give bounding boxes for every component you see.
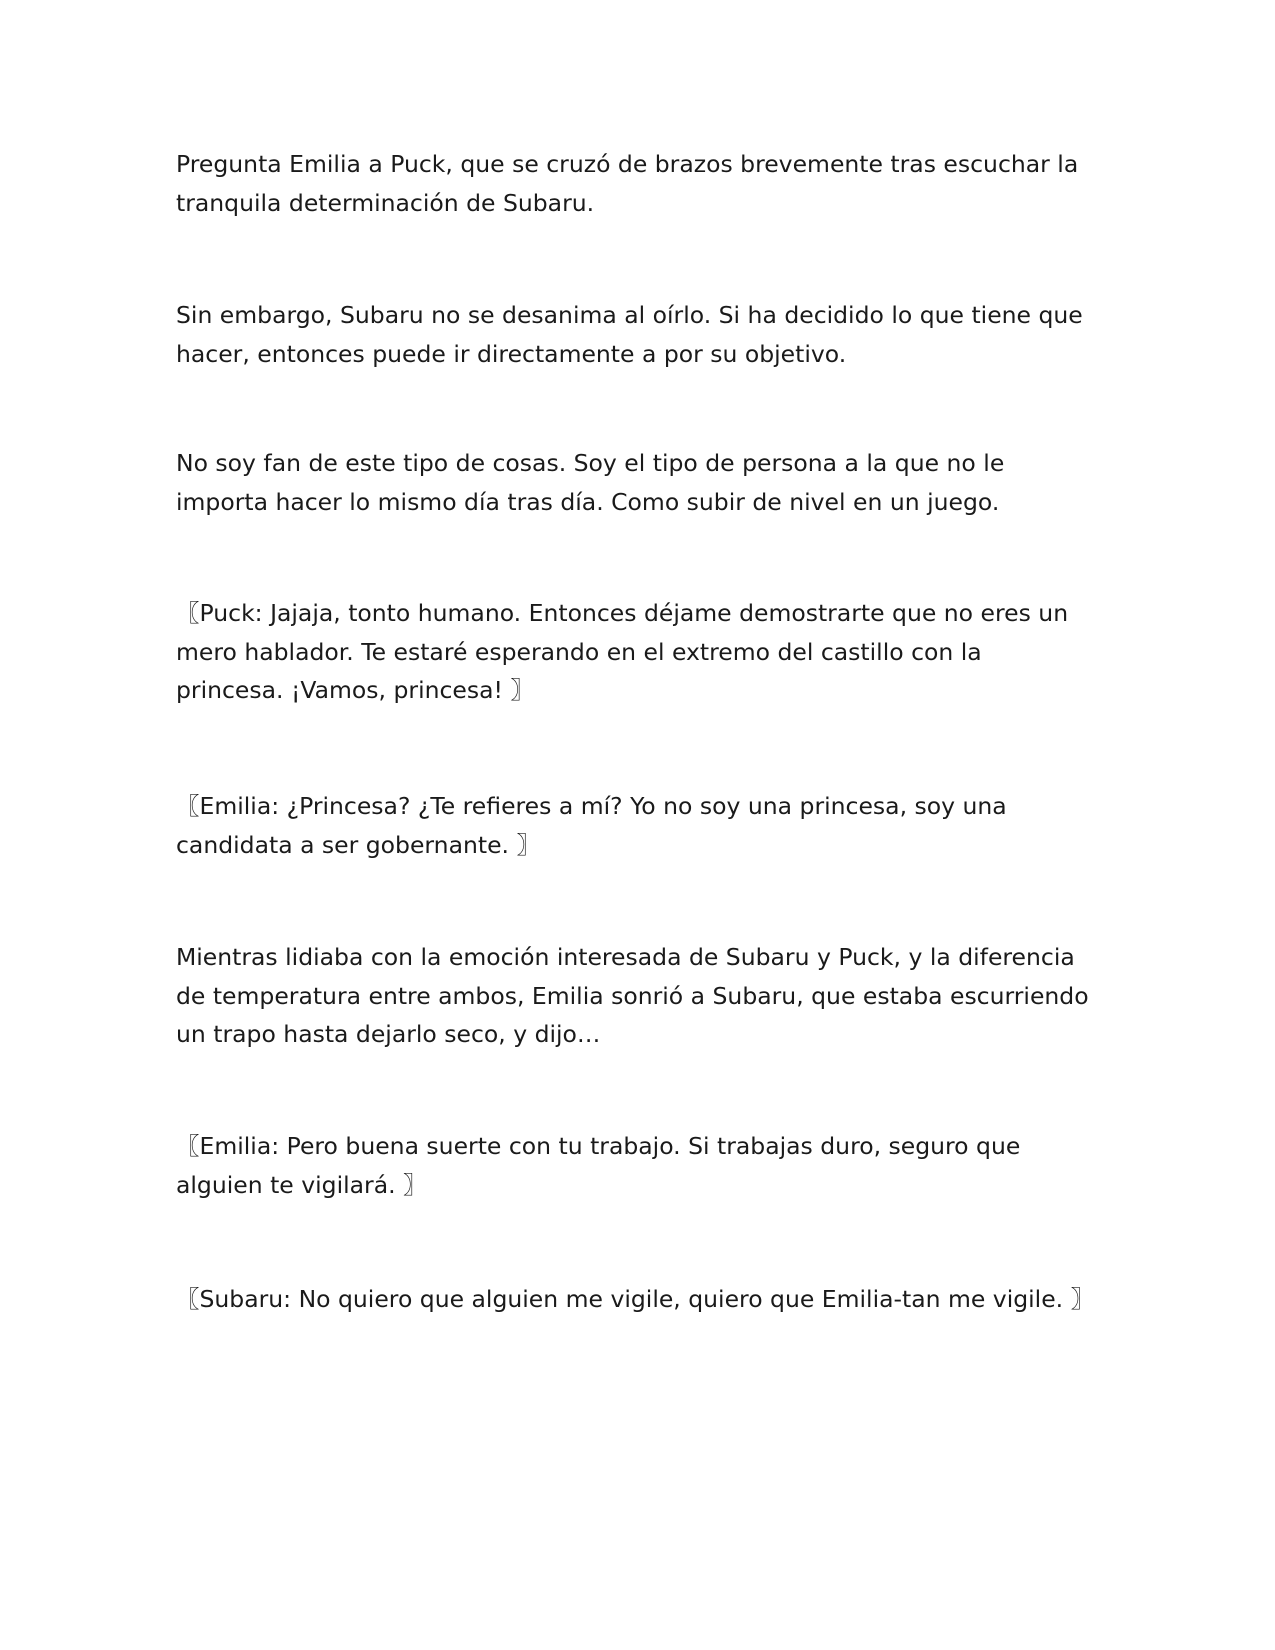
paragraph-3: No soy fan de este tipo de cosas. Soy el tipo de persona a la que no le importa hacer lo mismo día tras día. Como subir de nivel en un juego. bbox=[176, 449, 1005, 516]
dialogue-emilia-1: 〖Emilia: ¿Princesa? ¿Te refieres a mí? Yo no soy una princesa, soy una candidata a ser gobernante. 〗 bbox=[176, 792, 1007, 859]
paragraph-narration: Mientras lidiaba con la emoción interesada de Subaru y Puck, y la diferencia de temperatura entre ambos, Emilia sonrió a Subaru, que estaba escurriendo un trapo hasta dejarlo seco, y dijo… bbox=[176, 943, 1089, 1048]
paragraph-2: Sin embargo, Subaru no se desanima al oírlo. Si ha decidido lo que tiene que hacer, entonces puede ir directamente a por su objetivo. bbox=[176, 301, 1083, 368]
paragraph-1: Pregunta Emilia a Puck, que se cruzó de brazos brevemente tras escuchar la tranquila determinación de Subaru. bbox=[176, 150, 1079, 217]
dialogue-emilia-2: 〖Emilia: Pero buena suerte con tu trabajo. Si trabajas duro, seguro que alguien te vigilará. 〗 bbox=[176, 1132, 1021, 1199]
dialogue-subaru: 〖Subaru: No quiero que alguien me vigile, quiero que Emilia-tan me vigile. 〗 bbox=[176, 1285, 1095, 1313]
dialogue-puck: 〖Puck: Jajaja, tonto humano. Entonces déjame demostrarte que no eres un mero hablador. Te estaré esperando en el extremo del castillo con la princesa. ¡Vamos, princesa! 〗 bbox=[176, 599, 1069, 704]
